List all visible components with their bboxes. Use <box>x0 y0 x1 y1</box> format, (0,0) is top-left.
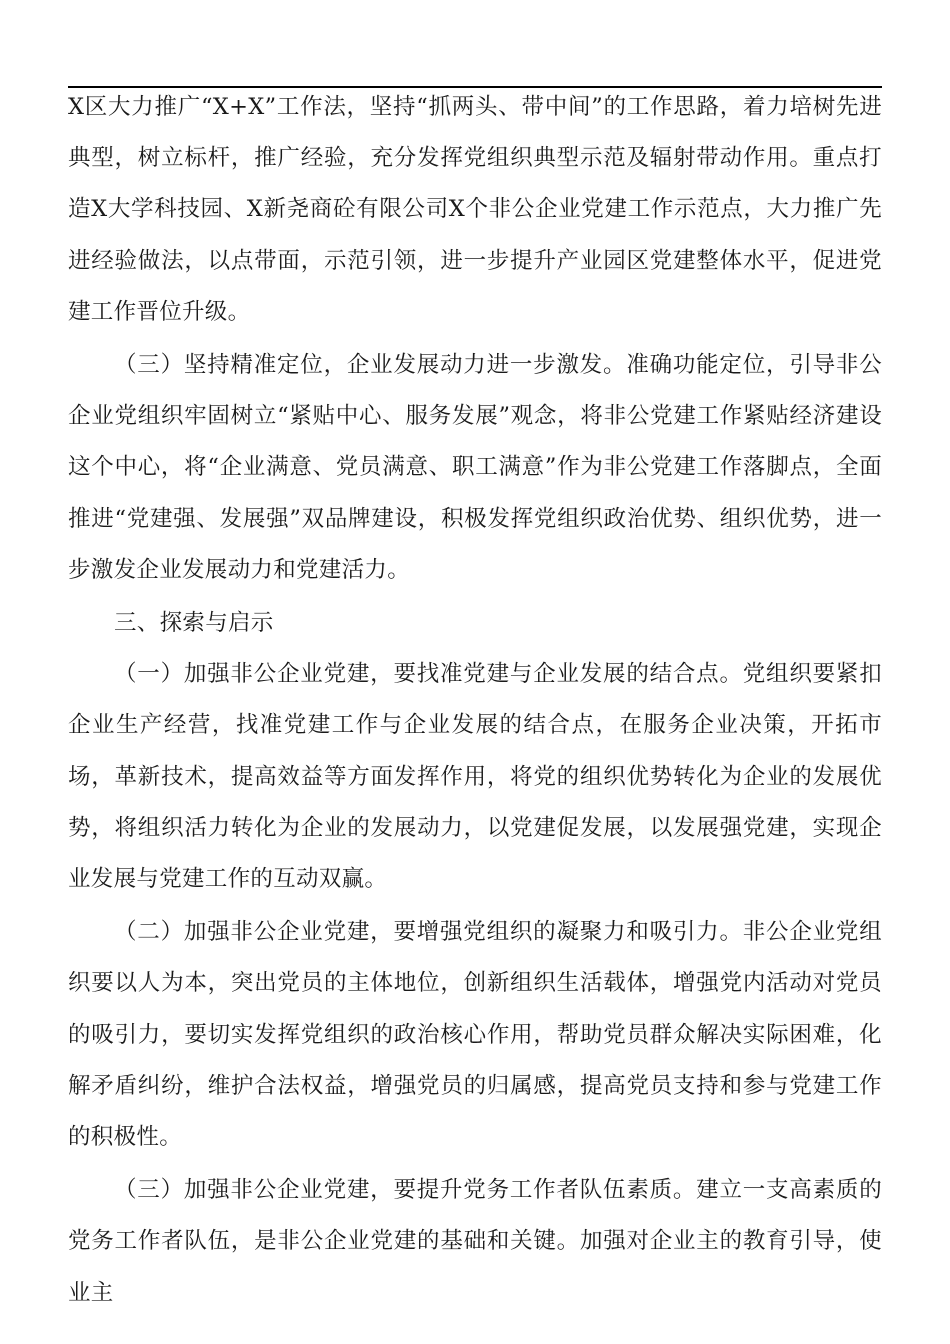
paragraph-section-3: （三）坚持精准定位，企业发展动力进一步激发。准确功能定位，引导非公企业党组织牢固树立“紧贴中心、服务发展”观念，将非公党建工作紧贴经济建设这个中心，将“企业满意、党员满意、职工满意”作为非公党建工作落脚点，全面推进“党建强、发展强”双品牌建设，积极发挥党组织政治优势、组织优势，进一步激发企业发展动力和党建活力。 <box>68 352 882 583</box>
paragraph-insight-2: （二）加强非公企业党建，要增强党组织的凝聚力和吸引力。非公企业党组织要以人为本，突出党员的主体地位，创新组织生活载体，增强党内活动对党员的吸引力，要切实发挥党组织的政治核心作用，帮助党员群众解决实际困难，化解矛盾纠纷，维护合法权益，增强党员的归属感，提高党员支持和参与党建工作的积极性。 <box>68 919 882 1151</box>
section-heading: 三、探索与启示 <box>114 610 274 637</box>
paragraph-insight-1: （一）加强非公企业党建，要找准党建与企业发展的结合点。党组织要紧扣企业生产经营，找准党建工作与企业发展的结合点，在服务企业决策，开拓市场，革新技术，提高效益等方面发挥作用，将党的组织优势转化为企业的发展优势，将组织活力转化为企业的发展动力，以党建促发展，以发展强党建，实现企业发展与党建工作的互动双赢。 <box>68 661 882 893</box>
document-body <box>68 82 882 1319</box>
paragraph-continuation: X区大力推广“X+X”工作法，坚持“抓两头、带中间”的工作思路，着力培树先进典型，树立标杆，推广经验，充分发挥党组织典型示范及辐射带动作用。重点打造X大学科技园、X新尧商砼有限公司X个非公企业党建工作示范点，大力推广先进经验做法，以点带面，示范引领，进一步提升产业园区党建整体水平，促进党建工作晋位升级。 <box>68 94 882 325</box>
paragraph-insight-3: （三）加强非公企业党建，要提升党务工作者队伍素质。建立一支高素质的党务工作者队伍，是非公企业党建的基础和关键。加强对企业主的教育引导，使业主 <box>68 1177 882 1306</box>
